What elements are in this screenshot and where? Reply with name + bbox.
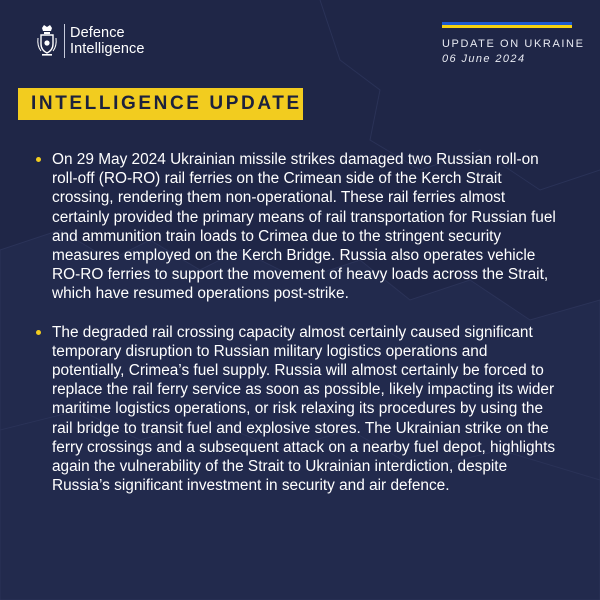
bullet-item	[36, 323, 556, 496]
bullet-item	[36, 150, 556, 304]
logo-text	[70, 25, 145, 57]
royal-crest-icon	[36, 24, 58, 58]
intelligence-update-banner: INTELLIGENCE UPDATE	[18, 88, 303, 120]
yellow-dot-icon	[36, 157, 41, 162]
logo-divider	[64, 24, 65, 58]
logo-line-2: Intelligence	[70, 41, 145, 57]
update-date: 06 June 2024	[442, 53, 526, 65]
logo-line-1: Defence	[70, 25, 125, 41]
update-label: UPDATE ON UKRAINE	[442, 38, 585, 50]
bullet-text: On 29 May 2024 Ukrainian missile strikes damaged two Russian roll-on roll-off (RO-RO) rail ferries on the Crimean side of the Kerch Strait crossing, rendering them non-operational. These rail ferries almost certainly provided the primary means of rail transportation for Russian fuel and ammunition train loads to Crimea due to the stringent security measures employed on the Kerch Bridge. Russia also operates vehicle RO-RO ferries to support the movement of heavy loads across the Strait, which have resumed operations post-strike.	[52, 151, 556, 303]
bullet-text: The degraded rail crossing capacity almost certainly caused significant temporary disruption to Russian military logistics operations and potentially, Crimea’s fuel supply. Russia will almost certainly be forced to replace the rail ferry service as soon as possible, likely impacting its wider maritime logistics operations, or risk relaxing its procedures by using the rail bridge to transit fuel and explosive stores. The Ukrainian strike on the ferry crossings and a subsequent attack on a nearby fuel depot, highlights again the vulnerability of the Strait to Ukrainian interdiction, despite Russia’s significant investment in security and air defence.	[52, 323, 556, 495]
ukraine-flag-stripe	[442, 22, 572, 28]
update-content	[36, 150, 556, 495]
header	[0, 0, 600, 80]
yellow-dot-icon	[36, 330, 41, 335]
defence-intelligence-logo	[36, 24, 145, 58]
